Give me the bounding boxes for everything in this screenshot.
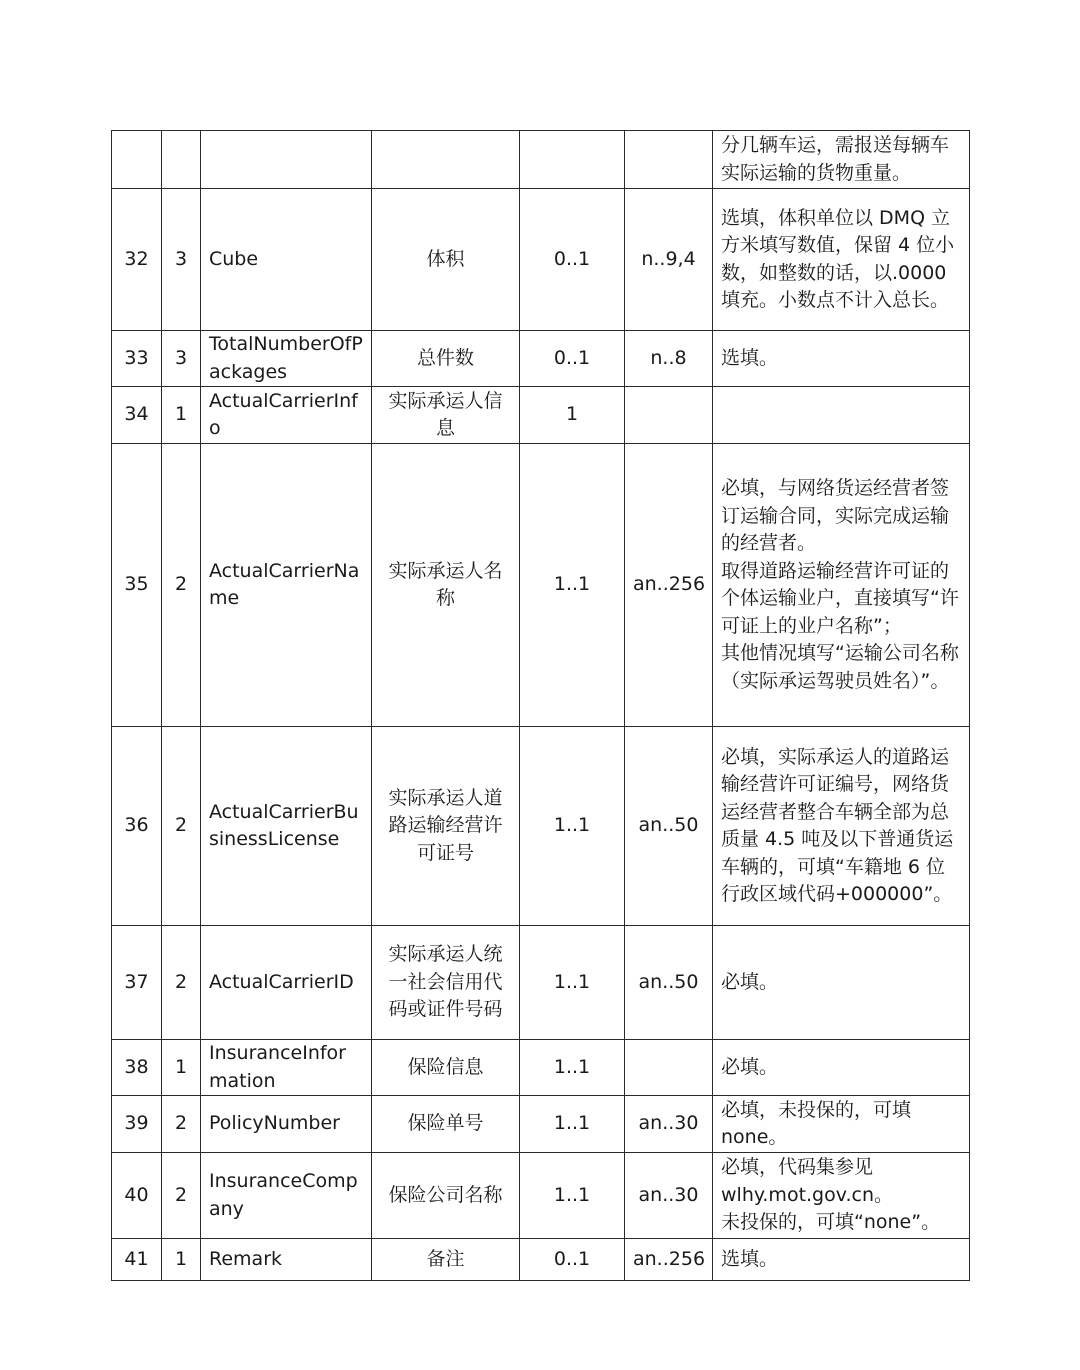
element-name: ActualCarrierBusinessLicense: [201, 727, 372, 926]
description: 选填。: [713, 1239, 970, 1281]
data-element-table: [111, 130, 970, 1281]
data-type: an..256: [625, 1239, 713, 1281]
table-row: [112, 926, 970, 1040]
data-type: an..50: [625, 926, 713, 1040]
description: 必填。: [713, 1040, 970, 1096]
table-row: [112, 131, 970, 189]
element-chinese-name: 保险单号: [372, 1096, 520, 1153]
cardinality: 1..1: [520, 727, 625, 926]
element-name: TotalNumberOfPackages: [201, 331, 372, 387]
data-type: [625, 387, 713, 444]
element-name: [201, 131, 372, 189]
cardinality: 1..1: [520, 1040, 625, 1096]
row-level: 2: [162, 926, 201, 1040]
element-chinese-name: 备注: [372, 1239, 520, 1281]
data-type: [625, 1040, 713, 1096]
data-type: n..9,4: [625, 189, 713, 331]
row-level: 1: [162, 387, 201, 444]
element-chinese-name: 实际承运人名称: [372, 444, 520, 727]
cardinality: [520, 131, 625, 189]
table-row: [112, 331, 970, 387]
description: 必填。: [713, 926, 970, 1040]
description: 必填，未投保的，可填 none。: [713, 1096, 970, 1153]
element-chinese-name: 保险公司名称: [372, 1153, 520, 1239]
element-name: InsuranceCompany: [201, 1153, 372, 1239]
row-level: [162, 131, 201, 189]
row-number: [112, 131, 162, 189]
description: 必填，代码集参见 wlhy.mot.gov.cn。 未投保的，可填“none”。: [713, 1153, 970, 1239]
element-name: PolicyNumber: [201, 1096, 372, 1153]
data-type: an..30: [625, 1153, 713, 1239]
element-chinese-name: 体积: [372, 189, 520, 331]
row-number: 35: [112, 444, 162, 727]
description: 必填，与网络货运经营者签订运输合同，实际完成运输的经营者。 取得道路运输经营许可证的个体运输业户，直接填写“许可证上的业户名称”； 其他情况填写“运输公司名称（实际承运驾驶员姓名）”。: [713, 444, 970, 727]
row-number: 34: [112, 387, 162, 444]
element-chinese-name: 保险信息: [372, 1040, 520, 1096]
table-row: [112, 189, 970, 331]
table-row: [112, 1040, 970, 1096]
row-number: 33: [112, 331, 162, 387]
row-level: 2: [162, 1153, 201, 1239]
element-name: ActualCarrierName: [201, 444, 372, 727]
row-number: 38: [112, 1040, 162, 1096]
row-level: 1: [162, 1040, 201, 1096]
row-number: 32: [112, 189, 162, 331]
element-chinese-name: [372, 131, 520, 189]
data-type: an..256: [625, 444, 713, 727]
description: 分几辆车运，需报送每辆车实际运输的货物重量。: [713, 131, 970, 189]
description: 选填。: [713, 331, 970, 387]
description: [713, 387, 970, 444]
table-row: [112, 1239, 970, 1281]
element-chinese-name: 实际承运人统一社会信用代码或证件号码: [372, 926, 520, 1040]
element-name: ActualCarrierID: [201, 926, 372, 1040]
element-chinese-name: 总件数: [372, 331, 520, 387]
description: 必填，实际承运人的道路运输经营许可证编号，网络货运经营者整合车辆全部为总质量 4.5 吨及以下普通货运车辆的，可填“车籍地 6 位行政区域代码+000000”。: [713, 727, 970, 926]
data-type: n..8: [625, 331, 713, 387]
row-level: 1: [162, 1239, 201, 1281]
cardinality: 1..1: [520, 444, 625, 727]
row-number: 41: [112, 1239, 162, 1281]
element-name: Cube: [201, 189, 372, 331]
row-level: 3: [162, 331, 201, 387]
table-row: [112, 1153, 970, 1239]
description: 选填，体积单位以 DMQ 立方米填写数值，保留 4 位小数，如整数的话，以.0000 填充。小数点不计入总长。: [713, 189, 970, 331]
table-row: [112, 727, 970, 926]
cardinality: 0..1: [520, 331, 625, 387]
element-name: InsuranceInformation: [201, 1040, 372, 1096]
row-level: 2: [162, 444, 201, 727]
cardinality: 0..1: [520, 1239, 625, 1281]
row-number: 36: [112, 727, 162, 926]
cardinality: 0..1: [520, 189, 625, 331]
row-level: 3: [162, 189, 201, 331]
cardinality: 1..1: [520, 926, 625, 1040]
element-name: Remark: [201, 1239, 372, 1281]
table-row: [112, 387, 970, 444]
element-chinese-name: 实际承运人信息: [372, 387, 520, 444]
table-row: [112, 444, 970, 727]
row-number: 40: [112, 1153, 162, 1239]
row-level: 2: [162, 1096, 201, 1153]
row-number: 37: [112, 926, 162, 1040]
cardinality: 1: [520, 387, 625, 444]
element-name: ActualCarrierInfo: [201, 387, 372, 444]
data-type: an..50: [625, 727, 713, 926]
data-type: [625, 131, 713, 189]
data-type: an..30: [625, 1096, 713, 1153]
row-level: 2: [162, 727, 201, 926]
cardinality: 1..1: [520, 1153, 625, 1239]
cardinality: 1..1: [520, 1096, 625, 1153]
element-chinese-name: 实际承运人道路运输经营许可证号: [372, 727, 520, 926]
row-number: 39: [112, 1096, 162, 1153]
table-row: [112, 1096, 970, 1153]
